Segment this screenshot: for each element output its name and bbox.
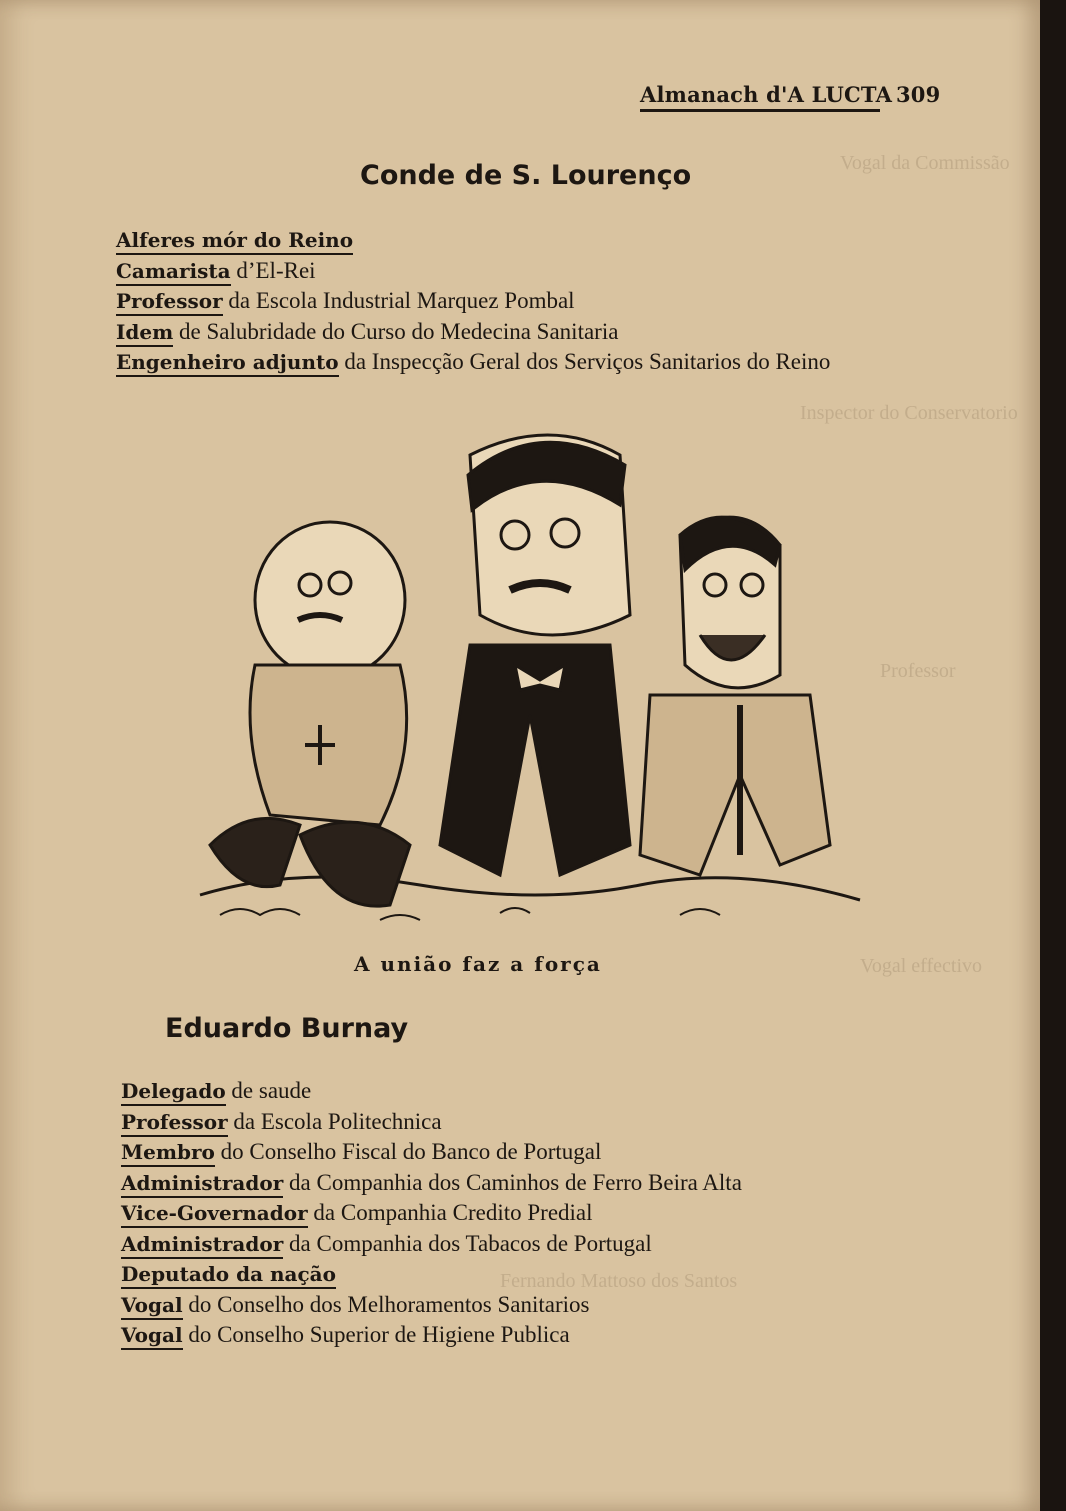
role-title: Professor	[121, 1110, 228, 1137]
role-title: Deputado da nação	[121, 1262, 336, 1289]
role-description: de saude	[231, 1078, 312, 1103]
role-title: Delegado	[121, 1079, 226, 1106]
show-through-text: Vogal effectivo	[860, 955, 983, 977]
role-entry	[121, 1137, 742, 1168]
role-title: Administrador	[121, 1232, 283, 1259]
figure-center	[440, 435, 630, 875]
role-title: Professor	[116, 289, 223, 316]
role-title: Idem	[116, 320, 173, 347]
role-title: Vogal	[121, 1323, 183, 1350]
role-title: Camarista	[116, 259, 231, 286]
show-through-text: Vogal da Commissão	[840, 152, 1010, 174]
role-description: da Escola Politechnica	[233, 1108, 442, 1134]
role-entry	[121, 1198, 742, 1229]
show-through-text: Fernando Mattoso dos Santos	[500, 1270, 738, 1292]
role-entry	[121, 1229, 742, 1260]
role-description: do Conselho Fiscal do Banco de Portugal	[220, 1139, 602, 1164]
figure-left	[210, 522, 410, 906]
role-title: Engenheiro adjunto	[116, 350, 339, 377]
role-description: do Conselho dos Melhoramentos Sanitarios	[188, 1291, 590, 1317]
role-description: da Companhia dos Caminhos de Ferro Beira Alta	[289, 1169, 742, 1195]
roles-list-conde	[116, 225, 830, 378]
role-title: Alferes mór do Reino	[116, 228, 353, 255]
role-title: Vogal	[121, 1293, 183, 1320]
section-title-burnay: Eduardo Burnay	[165, 1013, 409, 1044]
role-entry	[121, 1076, 742, 1107]
caricature-illustration	[180, 415, 880, 935]
role-entry	[121, 1290, 742, 1321]
role-description: da Companhia dos Tabacos de Portugal	[289, 1230, 652, 1256]
role-title: Vice-Governador	[121, 1201, 308, 1228]
section-title-conde: Conde de S. Lourenço	[360, 160, 692, 191]
role-entry	[116, 286, 830, 317]
role-entry	[116, 317, 830, 348]
role-description: do Conselho Superior de Higiene Publica	[188, 1322, 570, 1347]
figure-right	[640, 517, 830, 875]
role-description: da Companhia Credito Predial	[313, 1200, 593, 1225]
header-rule	[640, 109, 880, 112]
role-entry	[121, 1320, 742, 1351]
running-header	[640, 82, 941, 112]
running-title: Almanach d'A LUCTA	[640, 82, 893, 107]
role-entry	[116, 347, 830, 378]
role-entry	[121, 1107, 742, 1138]
page-number: 309	[896, 82, 941, 107]
role-title: Membro	[121, 1140, 215, 1167]
role-entry	[121, 1168, 742, 1199]
role-description: da Escola Industrial Marquez Pombal	[228, 288, 575, 313]
show-through-text: Professor	[880, 660, 956, 682]
role-entry	[121, 1259, 742, 1290]
role-title: Administrador	[121, 1171, 283, 1198]
role-entry	[116, 256, 830, 287]
show-through-text: Inspector do Conservatorio	[800, 402, 1018, 424]
roles-list-burnay	[121, 1076, 742, 1351]
role-description: d’El-Rei	[236, 257, 316, 283]
role-entry	[116, 225, 830, 256]
role-description: de Salubridade do Curso do Medecina Sanitaria	[178, 318, 619, 344]
ground-line	[200, 877, 860, 900]
role-description: da Inspecção Geral dos Serviços Sanitarios do Reino	[344, 349, 831, 374]
illustration-caption: A união faz a força	[354, 952, 602, 976]
